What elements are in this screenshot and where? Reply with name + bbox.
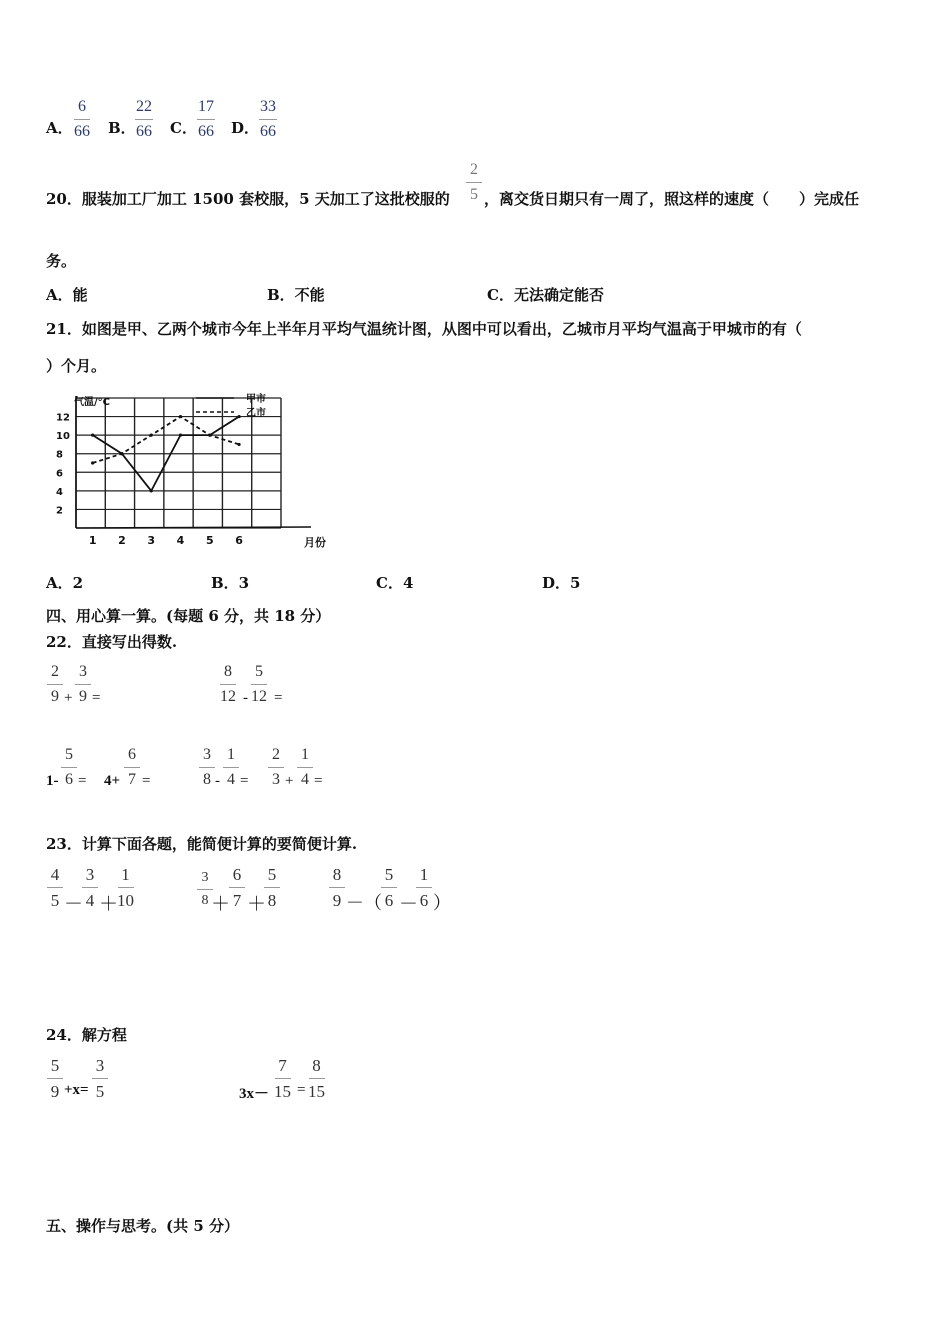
q23-e3-fraction-a: $\frac{8}{9}$ [329,866,345,909]
q20-text-before: 20．服装加工厂加工 1500 套校服，5 天加工了这批校服的 [46,190,450,208]
chart-x-tick-label: 4 [176,534,185,547]
q22-e5-fraction-b: $\frac{1}{4}$ [223,747,239,788]
chart-series-line-b [93,417,239,463]
q22-e1-operator: + [64,690,73,706]
q20-text-line2: 务。 [46,252,77,270]
chart-y-tick-label: 6 [56,468,63,480]
q22-e2-fraction-a: $\frac{8}{12}$ [220,663,236,705]
q21-option-a: A．2 [46,574,84,592]
q19-option-b-letter: B． [108,119,136,137]
q22-e6-fraction-b: $\frac{1}{4}$ [297,747,313,788]
chart-legend-label: 乙市 [246,408,266,419]
chart-x-tick-label: 1 [88,534,97,547]
q22-e2-equals: = [274,690,283,706]
q19-option-c-fraction: $\frac{17}{66}$ [198,98,214,140]
q21-option-d: D．5 [542,574,581,592]
q22-title: 22．直接写出得数. [46,633,178,651]
chart-data-point [91,434,94,437]
q21-text-line1: 21．如图是甲、乙两个城市今年上半年月平均气温统计图，从图中可以看出，乙城市月平均气温高于甲城市的有（ [46,320,802,338]
chart-data-point [208,434,211,437]
chart-y-tick-label: 2 [56,505,63,517]
q23-e3-operator-1: －（ [346,893,382,913]
q24-e1-fraction-b: $\frac{3}{5}$ [92,1057,108,1100]
q22-e3-equals: = [78,773,87,789]
q23-e2-fraction-c: $\frac{5}{8}$ [264,866,280,909]
q19-option-a-letter: A． [46,119,73,137]
chart-x-axis-label: 月份 [304,536,326,549]
q23-e3-operator-2: － [399,894,419,915]
chart-data-point [237,415,240,418]
chart-y-tick-label: 10 [56,431,70,443]
section4-title: 四、用心算一算。(每题 6 分，共 18 分） [46,607,331,625]
q20-text-after: ，离交货日期只有一周了，照这样的速度（ ）完成任 [484,190,860,208]
chart-data-point [179,415,182,418]
q20-option-b: B．不能 [267,286,325,304]
q23-e1-fraction-a: $\frac{4}{5}$ [47,866,63,909]
q22-e5-equals: = [240,773,249,789]
q22-e2-fraction-b: $\frac{5}{12}$ [251,663,267,705]
q19-option-c-letter: C． [170,119,197,137]
q20-option-a: A．能 [46,286,88,304]
chart-data-point [150,489,153,492]
q23-e3-close-paren: ） [433,893,451,913]
chart-x-tick-label: 5 [205,534,214,547]
q21-option-b: B．3 [211,574,250,592]
q23-e1-fraction-c: $\frac{1}{10}$ [117,865,134,910]
q19-option-b-fraction: $\frac{22}{66}$ [136,98,152,140]
q23-e1-operator-1: － [64,894,84,915]
q23-e2-operator-1: ＋ [211,894,231,915]
q24-e2-fraction-b: $\frac{8}{15}$ [308,1056,325,1101]
q23-e3-fraction-c: $\frac{1}{6}$ [416,866,432,909]
chart-legend-label: 甲市 [246,394,266,405]
temperature-line-chart [46,388,346,556]
q24-e1-middle: +x= [64,1082,89,1098]
q22-e2-operator: - [243,690,248,706]
chart-data-point [91,461,94,464]
chart-data-point [120,452,123,455]
q22-e6-equals: = [314,773,323,789]
q22-e4-prefix: 4+ [104,773,121,789]
q23-e1-operator-2: ＋ [99,894,119,915]
q22-e1-equals: = [92,690,101,706]
chart-data-point [150,434,153,437]
q22-e5-operator: - [215,773,220,789]
chart-x-axis [76,527,311,528]
chart-y-tick-label: 4 [56,486,63,498]
q21-option-c: C．4 [376,574,414,592]
chart-y-tick-label: 8 [56,449,63,461]
q23-e2-fraction-a: $\frac{3}{8}$ [197,871,213,908]
q22-e6-operator: + [285,773,294,789]
q23-title: 23．计算下面各题，能简便计算的要简便计算. [46,835,358,853]
q24-e1-fraction-a: $\frac{5}{9}$ [47,1057,63,1100]
q24-e2-equals: = [297,1082,306,1098]
section5-title: 五、操作与思考。(共 5 分） [46,1217,239,1235]
q20-option-c: C．无法确定能否 [487,286,604,304]
q22-e6-fraction-a: $\frac{2}{3}$ [268,747,284,788]
q19-option-d-letter: D． [231,119,260,137]
q19-option-a-fraction: $\frac{6}{66}$ [74,98,90,140]
chart-y-axis-label: 气温/°C [74,397,110,408]
chart-legend [196,392,266,419]
q19-option-d-fraction: $\frac{33}{66}$ [260,98,276,140]
chart-y-tick-label: 12 [56,412,70,424]
q22-e3-fraction: $\frac{5}{6}$ [61,747,77,788]
q23-e2-operator-2: ＋ [247,894,267,915]
chart-data-point [179,434,182,437]
q22-e1-fraction-a: $\frac{2}{9}$ [47,664,63,705]
q24-title: 24．解方程 [46,1026,127,1044]
q21-text-line2: ）个月。 [46,357,107,375]
q24-e2-fraction-a: $\frac{7}{15}$ [274,1056,291,1101]
chart-x-tick-label: 6 [235,534,243,547]
q22-e4-equals: = [142,773,151,789]
chart-x-tick-label: 2 [118,534,126,547]
q22-e3-prefix: 1- [46,773,59,789]
chart-data-point [237,443,240,446]
q22-e4-fraction: $\frac{6}{7}$ [124,747,140,788]
q24-e2-prefix: 3x－ [239,1086,270,1102]
q23-e1-fraction-b: $\frac{3}{4}$ [82,866,98,909]
chart-x-tick-label: 3 [147,534,156,547]
q20-fraction: $\frac{2}{5}$ [466,162,482,203]
q23-e3-fraction-b: $\frac{5}{6}$ [381,866,397,909]
q22-e5-fraction-a: $\frac{3}{8}$ [199,747,215,788]
q23-e2-fraction-b: $\frac{6}{7}$ [229,866,245,909]
q22-e1-fraction-b: $\frac{3}{9}$ [75,664,91,705]
